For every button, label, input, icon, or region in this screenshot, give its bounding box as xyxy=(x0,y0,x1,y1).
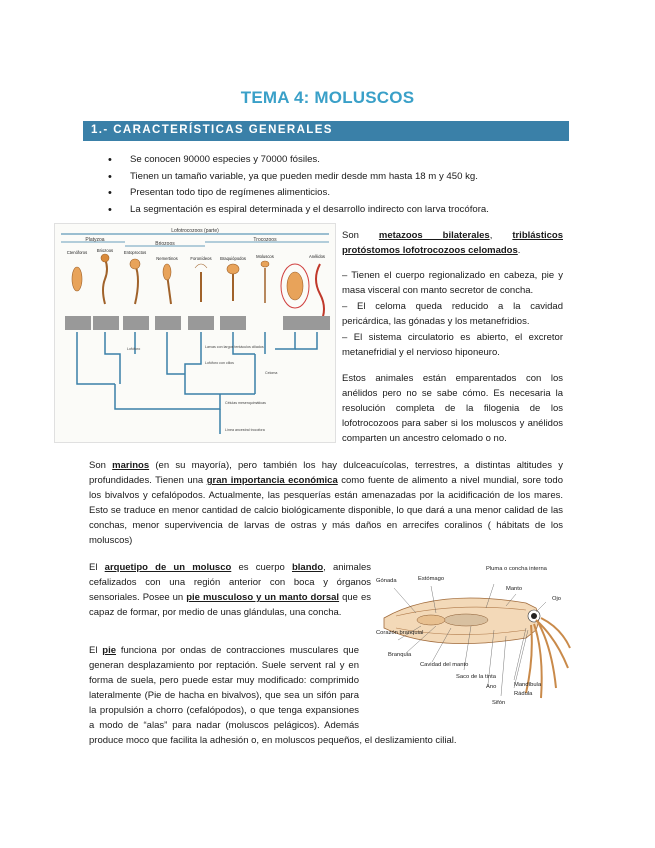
page-title: TEMA 4: MOLUSCOS xyxy=(240,88,415,107)
bullet-list xyxy=(108,152,489,218)
cladogram-top-label: Lofotrocozoos (parte) xyxy=(171,228,219,234)
cladogram-group: Platyzoa xyxy=(85,237,105,243)
section-title: 1.- CARACTERÍSTICAS GENERALES xyxy=(91,124,333,136)
list-item: • Tienen un tamaño variable, ya que pueden medir desde mm hasta 18 m y 450 kg. xyxy=(108,169,489,186)
anatomy-label: Saco de la tinta xyxy=(456,674,496,680)
node-label: Lofóforo xyxy=(127,347,141,351)
anatomy-label: Branquia xyxy=(388,652,412,658)
node-label: Celoma xyxy=(265,371,278,375)
taxon-label: Briozoos xyxy=(96,248,114,253)
cladogram-group: Trocozoos xyxy=(253,237,277,243)
list-item: • Presentan todo tipo de regímenes alimenticios. xyxy=(108,185,489,202)
anatomy-label: Ano xyxy=(486,684,497,690)
anatomy-label: Pluma o concha interna xyxy=(486,566,547,572)
taxon-label: Nemertinos xyxy=(156,256,178,261)
feature-item: – El celoma queda reducido a la cavidad pericárdica, las gónadas y los metanefridios. xyxy=(342,301,563,327)
anatomy-label: Corazón branquial xyxy=(376,630,424,636)
anatomy-label: Mandíbula xyxy=(514,682,542,688)
anatomy-label: Manto xyxy=(506,586,523,592)
cladogram-figure xyxy=(54,223,336,443)
relation-paragraph: Estos animales están emparentados con los anélidos pero no se sabe cómo. Es necesaria la resolución completa de la filogenia de los lofotrocozoos para saber si los moluscos y anélidos comparten un ancestro celomado o no. xyxy=(342,373,563,444)
anatomy-label: Cavidad del manto xyxy=(420,662,469,668)
anatomy-label: Gónada xyxy=(376,578,397,584)
taxon-label: Ctenóforos xyxy=(66,250,88,255)
taxon-label: Foronídeos xyxy=(190,256,212,261)
feature-item: – El sistema circulatorio es abierto, el excretor metanefridial y el nervioso hiponeuro. xyxy=(342,332,563,358)
list-item: • Se conocen 90000 especies y 70000 fósiles. xyxy=(108,152,489,169)
anatomy-label: Sifón xyxy=(492,700,506,706)
feature-item: – Tienen el cuerpo regionalizado en cabeza, pie y masa visceral con manto secretor de concha. xyxy=(342,270,563,296)
taxon-label: Entoproctos xyxy=(123,250,147,255)
cladogram-group: Briozoos xyxy=(155,241,175,247)
taxon-label: Braquiópodos xyxy=(220,256,246,261)
archetype-paragraph: El arquetipo de un molusco es cuerpo blando, animales cefalizados con una región anterior con boca y órganos sensoriales. Posee un pie musculoso y un manto dorsal que es capaz de formar, por medio de unas glándulas, una concha. xyxy=(89,562,371,618)
list-item: • La segmentación es espiral determinada y el desarrollo indirecto con larva trocófora. xyxy=(108,202,489,219)
taxon-label: Moluscos xyxy=(256,254,274,259)
anatomy-label: Ojo xyxy=(552,596,562,602)
node-label: Línea ancestral trocofora xyxy=(225,428,265,432)
node-label: Larvas con largos tentáculos ciliados xyxy=(205,345,264,349)
taxon-label: Anélidos xyxy=(308,254,326,259)
foot-paragraph: El pie funciona por ondas de contracciones musculares que generan desplazamiento por reptación. Suele servent ral y en forma de suela, pero puede estar muy modificado: comprimido lateralmente (Pie de hacha en bivalvos), que sea un sifón para la propulsión a chorro (cefalópodos), o que tenga expansiones a modo de “alas” para nadar (moluscos pelágicos). Además produce moco que facilita la adhesión o, en moluscos pequeños, el deslizamiento cilial. xyxy=(89,645,457,746)
section-header xyxy=(83,121,569,141)
node-label: Lofóforo con cilios xyxy=(205,361,234,365)
definition-paragraph: Son metazoos bilaterales, triblásticos protóstomos lofotrocozoos celomados. xyxy=(342,230,563,256)
node-label: Células mesenquimáticas xyxy=(225,401,266,405)
anatomy-label: Estómago xyxy=(418,576,445,582)
habitat-paragraph: Son marinos (en su mayoría), pero también los hay dulceacuícolas, terrestres, a distintas altitudes y profundidades. Tienen una gran importancia económica como fuente de alimento a nivel mundial, sore todo los bivalvos y cefalópodos. Actualmente, las pesquerías están amenazadas por la acidificación de los mares. Esto se traduce en menor cantidad de calcio biológicamente disponible, lo que dará a una menor calidad de las conchas, menor supervivencia de larvas de ostras y más daños en arrecifes coralinos ( hábitats de los moluscos) xyxy=(89,460,563,546)
anatomy-label: Rádula xyxy=(514,691,533,697)
